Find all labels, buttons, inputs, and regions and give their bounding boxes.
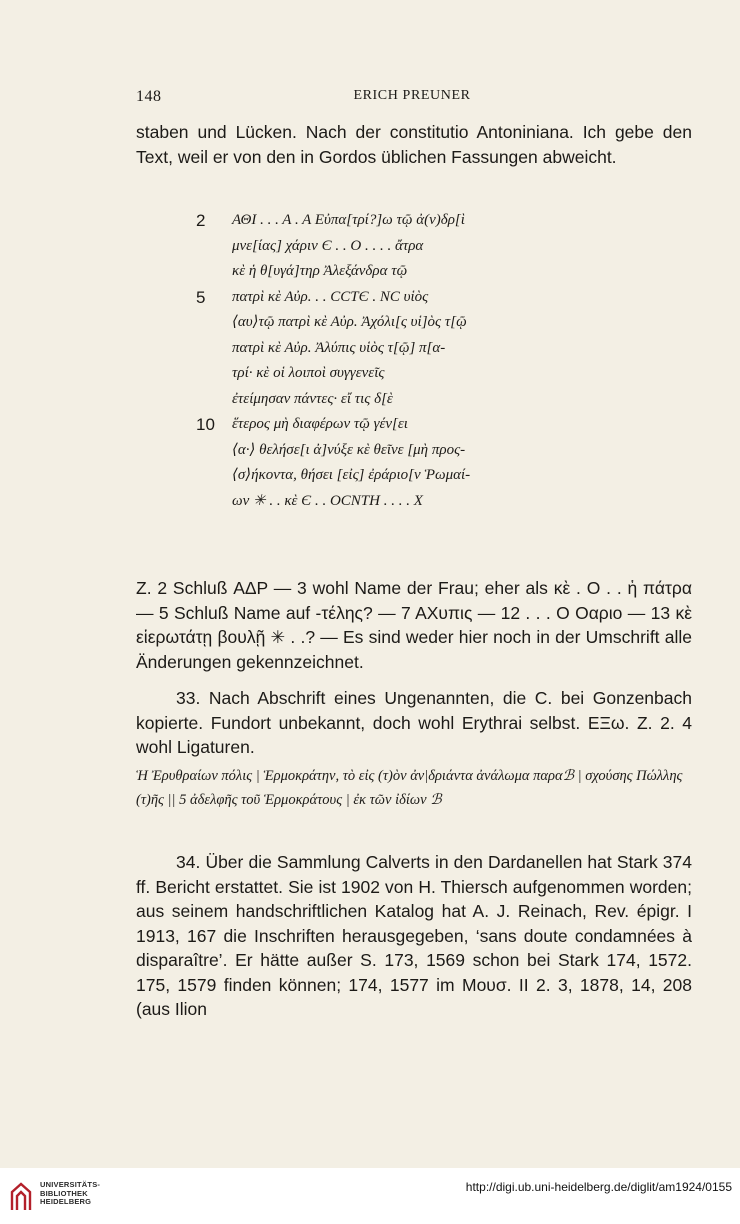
inscription-text: τρί· κὲ οἱ λοιποὶ συγγενεῖς (232, 365, 385, 381)
inscription-line (196, 387, 576, 413)
entry-text-34: Über die Sammlung Calverts in den Dardanellen hat Stark 374 ff. Bericht erstattet. Sie ist 1902 von H. Thiersch aufgenommen worden; aus seinem handschriftlichen Katalog hat A. J. Reinach, Rev. épigr. I 1913, 167 die Inschriften herausgegeben, ‘sans doute condamnées à disparaître’. Er hätte außer S. 173, 1569 schon bei Stark 174, 1572. 175, 1579 finden können; 174, 1577 im Μουσ. II 2. 3, 1878, 14, 208 (aus Ilion (136, 852, 692, 1019)
line-number: 2 (196, 211, 206, 230)
inscription-line (196, 489, 576, 515)
inscription-line (196, 234, 576, 260)
university-library-logo-icon (8, 1182, 34, 1212)
greek-inscription-33: Ἡ Ἐρυθραίων πόλις | Ἑρμοκράτην, τὸ εἰς (τ)ὸν ἀν|δριάντα ἀνάλωμα παραℬ | σχούσης Πώλλης (τ)ῆς || 5 ἀδελφῆς τοῦ Ἑρμοκράτους | ἐκ τῶν ἰδίων ℬ (136, 768, 683, 808)
page-header (136, 88, 688, 110)
inscription-text: πατρὶ κὲ Αὐρ. . . CCTЄ . NC υἱὸς (232, 288, 429, 305)
inscription-text: ⟨αυ⟩τῷ πατρὶ κὲ Αὐρ. Ἀχόλι[ς υἱ]ὸς τ[ῷ (232, 314, 467, 330)
inscription-line (196, 412, 576, 438)
inscription-text: ΑΘΙ . . . Α . Α Εὐπα[τρί?]ω τῷ ἀ(ν)δρ[ὶ (232, 212, 465, 228)
paragraph-33 (136, 686, 692, 760)
paragraph-34 (136, 850, 692, 1022)
source-url-link[interactable]: http://digi.ub.uni-heidelberg.de/diglit/am1924/0155 (465, 1180, 732, 1194)
line-number: 5 (196, 287, 206, 307)
inscription-line (196, 259, 576, 285)
library-name (40, 1181, 100, 1207)
running-head: ERICH PREUNER (353, 88, 471, 103)
page-number: 148 (136, 88, 162, 105)
library-name-line2: BIBLIOTHEK (40, 1188, 88, 1198)
inscription-line (196, 208, 576, 234)
entry-number-33: 33. (176, 688, 201, 708)
inscription-line (196, 310, 576, 336)
inscription-text: κὲ ἡ θ[υγά]τηρ Ἀλεξάνδρα τῷ (232, 263, 408, 279)
inscription-text: ἕτερος μὴ διαφέρων τῷ γέν[ει (232, 416, 408, 432)
library-name-line1: UNIVERSITÄTS- (40, 1180, 101, 1189)
inscription-text: ἐτείμησαν πάντες· εἴ τις δ[ὲ (232, 390, 393, 407)
inscription-text: πατρὶ κὲ Αὐρ. Ἀλύπις υἱὸς τ[ῷ] π[α- (232, 339, 446, 356)
inscription-line (196, 285, 576, 311)
paragraph-commentary: Z. 2 Schluß ΑΔΡ — 3 wohl Name der Frau; eher als κὲ . Ο . . ἡ πάτρα — 5 Schluß Name auf -τέλης? — 7 ΑΧυπις — 12 . . . Ο Οαριο — 13 κὲ εἱερωτάτῃ βουλῇ ✳ . .? — Es sind weder hier noch in der Umschrift alle Änderungen gekennzeichnet. (136, 578, 692, 672)
inscription-line (196, 463, 576, 489)
inscription-text: ⟨σ⟩ήκοντα, θήσει [εἰς] ἐράριο[ν Ῥωμαί- (232, 467, 471, 483)
paragraph-intro: staben und Lücken. Nach der constitutio Antoniniana. Ich gebe den Text, weil er von den in Gordos üblichen Fassungen abweicht. (136, 122, 692, 167)
inscription-text: μνε[ίας] χάριν Є . . Ο . . . . ἄτρα (232, 237, 424, 254)
inscription-text: ων ✳ . . κὲ Є . . ΟCΝΤΗ . . . . Χ (232, 492, 423, 509)
entry-text-33: Nach Abschrift eines Ungenannten, die C. bei Gonzenbach kopierte. Fundort unbekannt, doch wohl Erythrai selbst. ΕΞω. Z. 2. 4 wohl Ligaturen. (136, 688, 692, 757)
inscription-line (196, 361, 576, 387)
inscription-text: ⟨α·⟩ θελήσε[ι ἀ]νύξε κὲ θεῖνε [μὴ προς- (232, 441, 466, 458)
line-number: 10 (196, 415, 215, 434)
inscription-line (196, 438, 576, 464)
inscription-block (196, 208, 576, 514)
entry-number-34: 34. (176, 852, 201, 872)
footer-bar (0, 1168, 740, 1224)
library-name-line3: HEIDELBERG (40, 1197, 92, 1206)
inscription-line (196, 336, 576, 362)
